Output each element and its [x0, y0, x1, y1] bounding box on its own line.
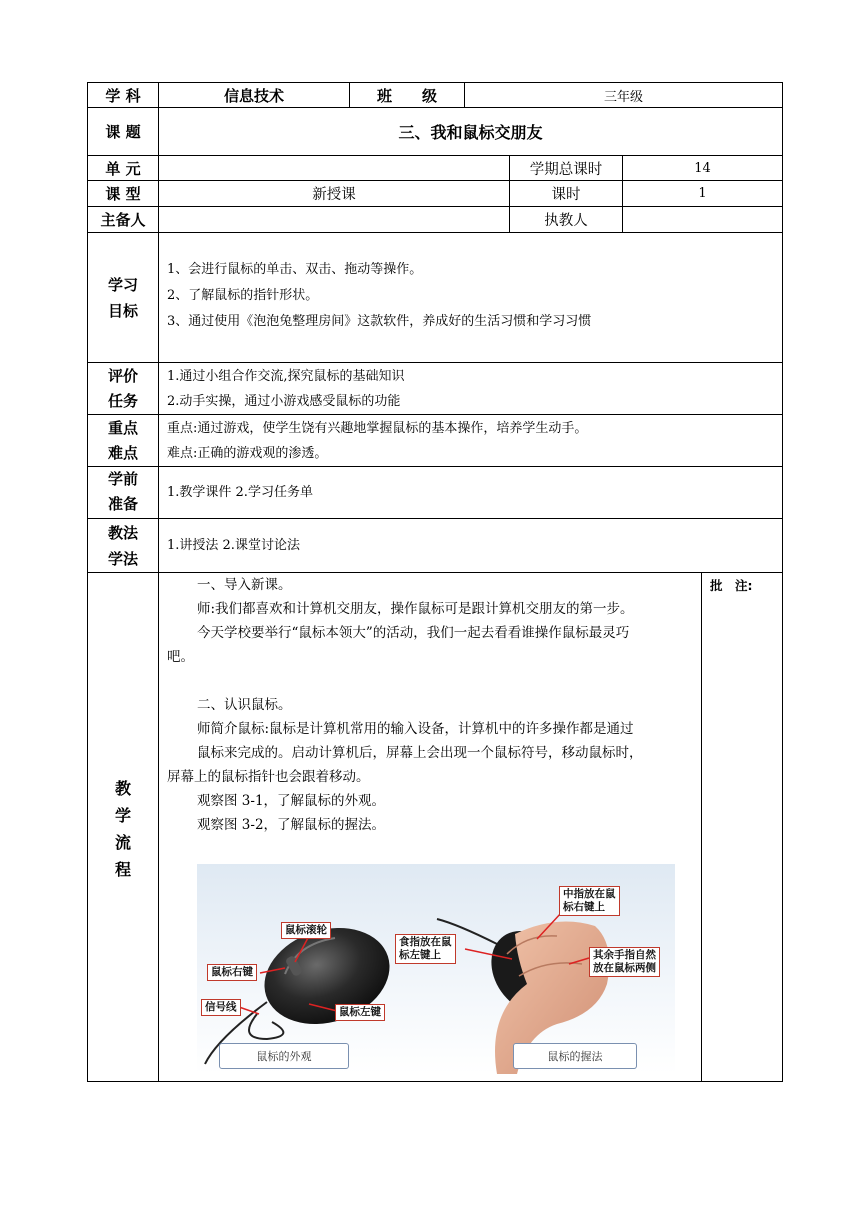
paragraph: 师简介鼠标:鼠标是计算机常用的输入设备，计算机中的许多操作都是通过 — [197, 721, 634, 737]
key-points-list — [167, 416, 697, 466]
subject-label: 学 科 — [105, 86, 141, 105]
label-left-button: 鼠标左键 — [335, 1004, 385, 1021]
key-point-item: 难点:正确的游戏观的渗透。 — [167, 446, 328, 461]
preparation-label: 学前 准备 — [107, 470, 138, 513]
class-label: 班 级 — [376, 86, 437, 105]
subject-value: 信息技术 — [223, 86, 284, 105]
label-index-finger: 食指放在鼠 标左键上 — [395, 934, 456, 964]
hours-label: 课时 — [551, 187, 581, 203]
evaluation-item: 1.通过小组合作交流,探究鼠标的基础知识 — [167, 369, 405, 384]
paragraph: 今天学校要举行“鼠标本领大”的活动，我们一起去看看谁操作鼠标最灵巧 — [197, 625, 630, 641]
objectives-list — [167, 257, 697, 335]
preparation-value: 1.教学课件 2.学习任务单 — [167, 485, 313, 500]
teacher-label: 执教人 — [544, 213, 588, 229]
key-points-label: 重点 难点 — [107, 419, 138, 462]
notes-label: 批 注: — [710, 578, 753, 593]
paragraph: 屏幕上的鼠标指针也会跟着移动。 — [167, 769, 370, 785]
preparer-value — [159, 207, 509, 232]
evaluation-list — [167, 364, 697, 414]
methods-value: 1.讲授法 2.课堂讨论法 — [167, 538, 300, 553]
unit-label: 单 元 — [105, 159, 141, 178]
unit-value — [159, 156, 509, 180]
paragraph: 师:我们都喜欢和计算机交朋友，操作鼠标可是跟计算机交朋友的第一步。 — [197, 601, 634, 617]
paragraph: 观察图 3-1，了解鼠标的外观。 — [197, 793, 386, 809]
paragraph: 鼠标来完成的。启动计算机后，屏幕上会出现一个鼠标符号，移动鼠标时， — [197, 745, 643, 761]
objective-item: 2、了解鼠标的指针形状。 — [167, 288, 319, 303]
paragraph: 一、导入新课。 — [197, 577, 292, 593]
hours-value: 1 — [698, 186, 707, 201]
class-value: 三年级 — [603, 89, 643, 105]
label-right-button: 鼠标右键 — [207, 964, 257, 981]
paragraph: 吧。 — [167, 649, 194, 665]
process-label: 教 学 流 程 — [114, 779, 131, 879]
objective-item: 3、通过使用《泡泡兔整理房间》这款软件，养成好的生活习惯和学习习惯 — [167, 314, 592, 329]
paragraph: 二、认识鼠标。 — [197, 697, 292, 713]
total-hours-value: 14 — [694, 160, 711, 176]
preparer-label: 主备人 — [100, 211, 146, 229]
key-point-item: 重点:通过游戏，使学生饶有兴趣地掌握鼠标的基本操作，培养学生动手。 — [167, 421, 588, 436]
label-other-fingers: 其余手指自然 放在鼠标两侧 — [589, 947, 660, 977]
label-wheel: 鼠标滚轮 — [281, 922, 331, 939]
mouse-figure — [197, 864, 675, 1074]
teacher-value — [623, 207, 782, 232]
objective-item: 1、会进行鼠标的单击、双击、拖动等操作。 — [167, 262, 423, 277]
label-cable: 信号线 — [201, 999, 241, 1016]
label-middle-finger: 中指放在鼠 标右键上 — [559, 886, 620, 916]
paragraph: 观察图 3-2，了解鼠标的握法。 — [197, 817, 386, 833]
objectives-label: 学习 目标 — [107, 276, 138, 320]
methods-label: 教法 学法 — [107, 524, 138, 568]
caption-appearance: 鼠标的外观 — [219, 1043, 349, 1069]
evaluation-item: 2.动手实操，通过小游戏感受鼠标的功能 — [167, 394, 401, 409]
lesson-type-value: 新授课 — [312, 187, 356, 203]
process-body — [167, 573, 697, 837]
topic-label: 课 题 — [105, 123, 141, 141]
evaluation-label: 评价 任务 — [107, 367, 138, 410]
topic-value: 三、我和鼠标交朋友 — [398, 123, 543, 142]
caption-grip: 鼠标的握法 — [513, 1043, 637, 1069]
total-hours-label: 学期总课时 — [529, 161, 603, 178]
lesson-type-label: 课 型 — [105, 185, 141, 203]
